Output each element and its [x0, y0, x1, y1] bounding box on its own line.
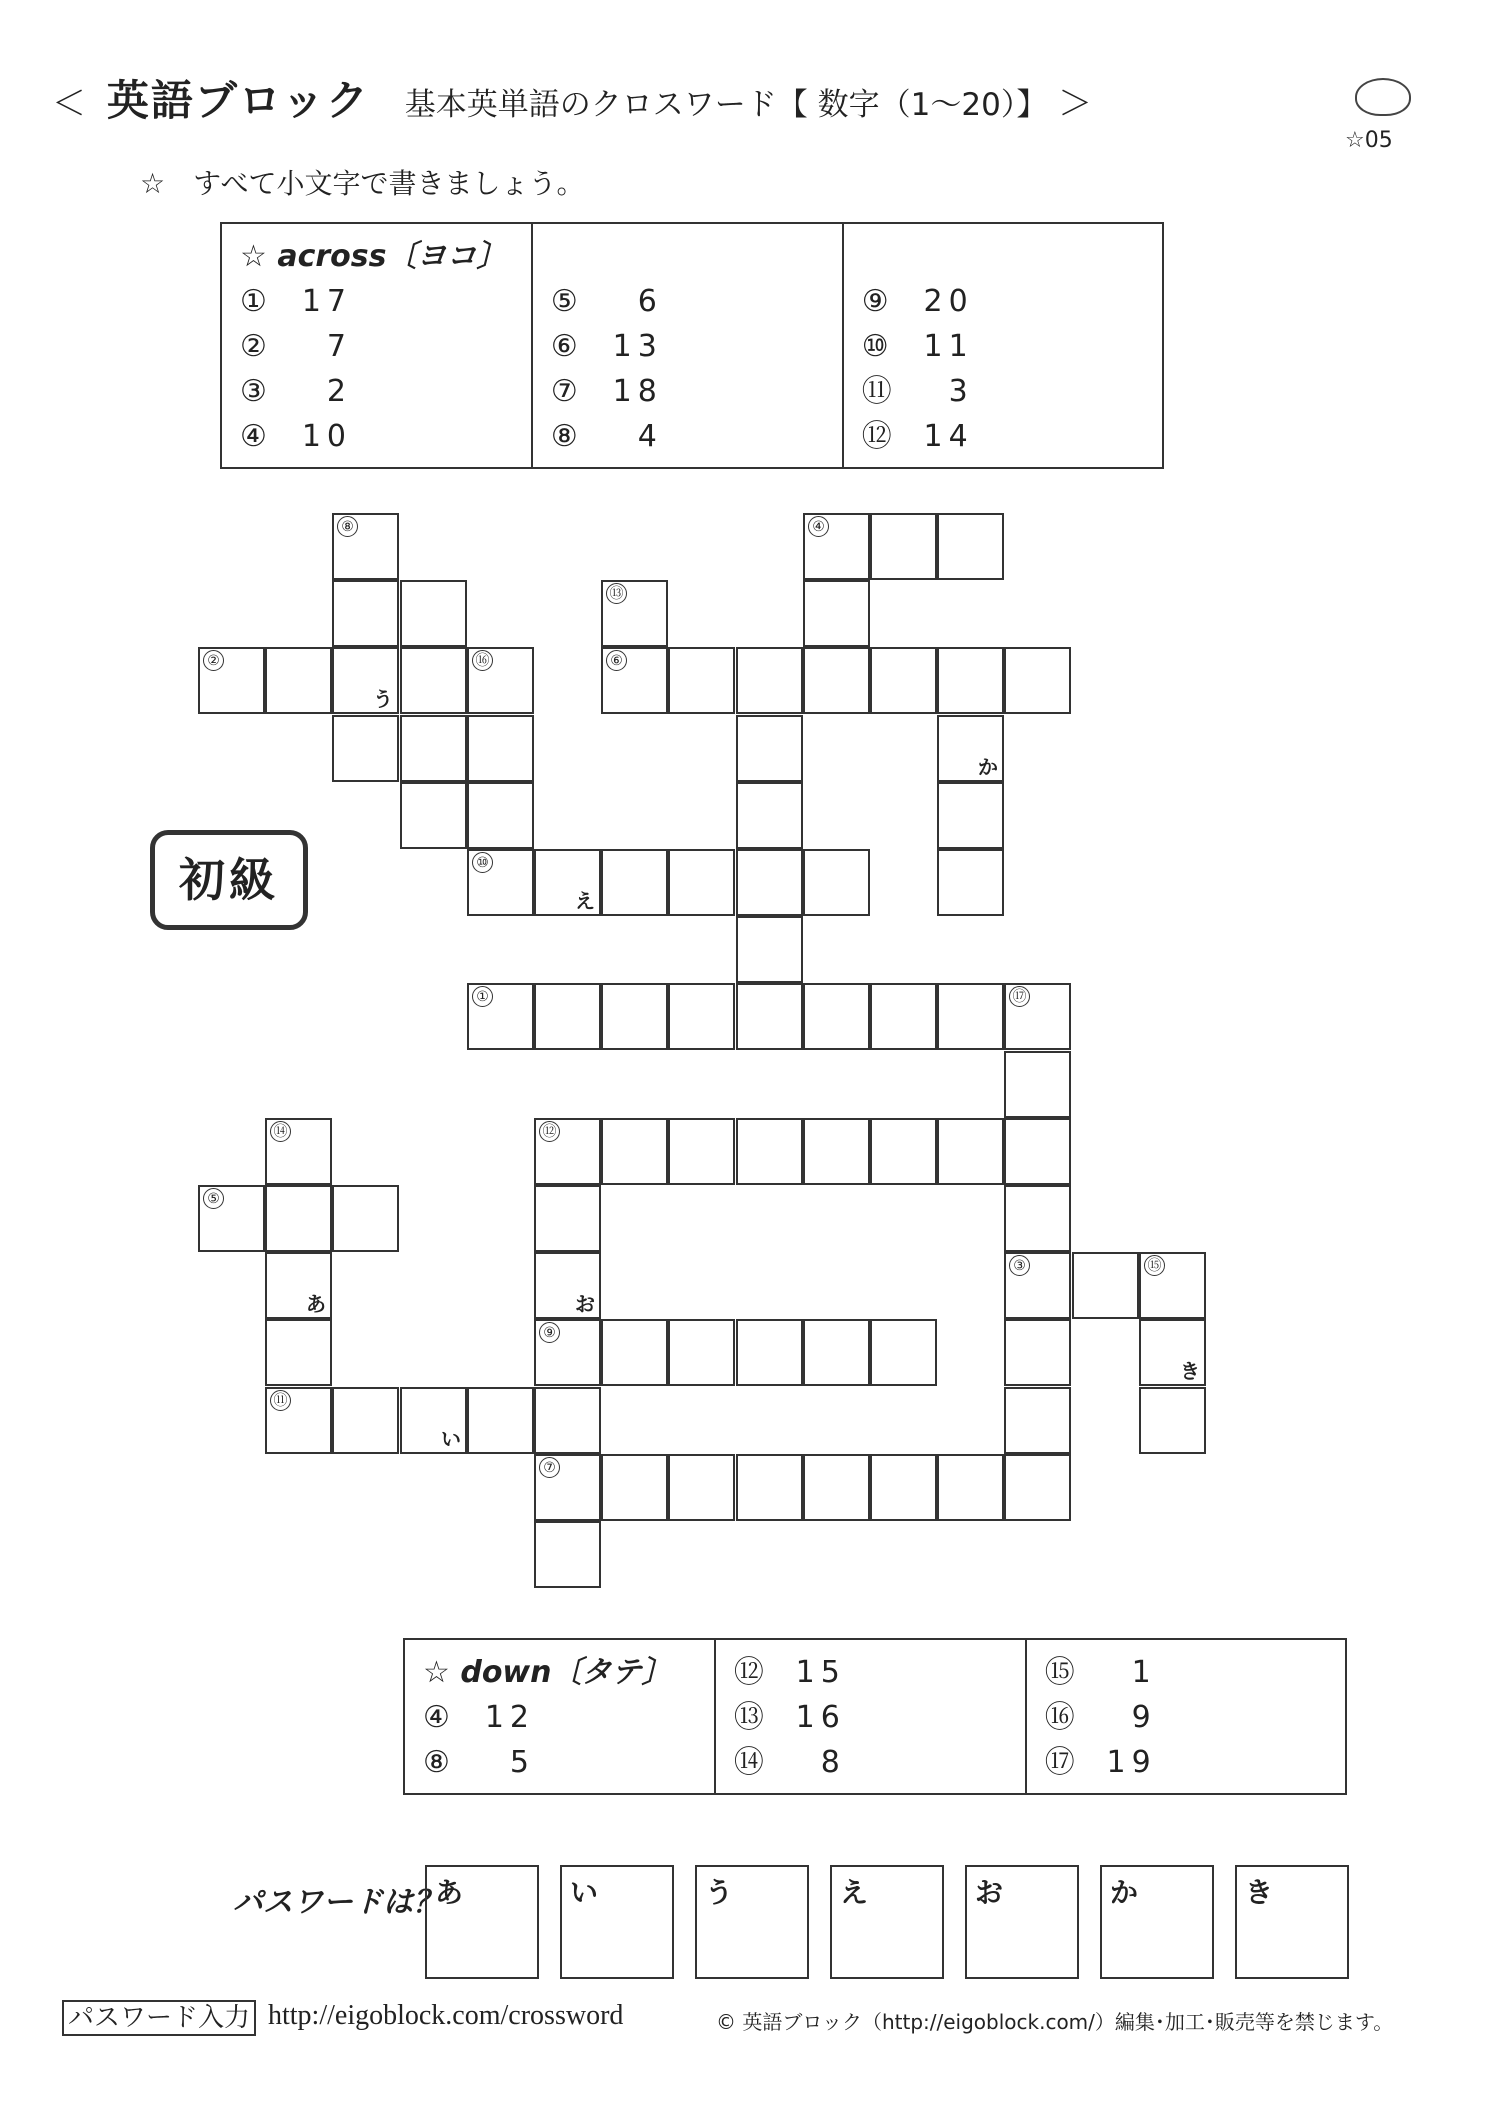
crossword-cell[interactable]: [265, 1252, 332, 1319]
crossword-cell[interactable]: [937, 849, 1004, 916]
header-open-bracket: ＜: [52, 84, 86, 124]
crossword-cell[interactable]: [601, 1118, 668, 1185]
crossword-cell[interactable]: [736, 1118, 803, 1185]
cell-clue-number: ⑯: [472, 650, 493, 671]
crossword-cell[interactable]: [601, 1319, 668, 1386]
crossword-cell[interactable]: [937, 782, 1004, 849]
cell-clue-number: ⑫: [539, 1121, 560, 1142]
crossword-cell[interactable]: [870, 1319, 937, 1386]
crossword-cell[interactable]: [400, 580, 467, 647]
crossword-cell[interactable]: [1004, 1252, 1071, 1319]
crossword-cell[interactable]: [467, 983, 534, 1050]
crossword-cell[interactable]: [601, 580, 668, 647]
crossword-cell[interactable]: [803, 983, 870, 1050]
crossword-cell[interactable]: [265, 647, 332, 714]
cell-clue-number: ⑭: [270, 1121, 291, 1142]
crossword-cell[interactable]: [534, 1454, 601, 1521]
crossword-cell[interactable]: [870, 647, 937, 714]
clue-number: ⑥: [550, 329, 578, 364]
cell-clue-number: ⑦: [539, 1457, 560, 1478]
crossword-cell[interactable]: [1139, 1387, 1206, 1454]
crossword-cell[interactable]: [668, 1319, 735, 1386]
password-slot[interactable]: [425, 1865, 539, 1979]
clue-value: 15: [795, 1655, 846, 1690]
down-clue: [1045, 1695, 1327, 1740]
clue-value: 6: [637, 284, 663, 319]
clue-number: ⑭: [733, 1745, 764, 1780]
crossword-cell[interactable]: [332, 647, 399, 714]
password-slot[interactable]: [965, 1865, 1079, 1979]
crossword-cell[interactable]: [400, 715, 467, 782]
clue-value: 3: [948, 374, 974, 409]
crossword-cell[interactable]: [937, 647, 1004, 714]
across-clue: [862, 324, 1144, 369]
cell-clue-number: ⑮: [1144, 1255, 1165, 1276]
crossword-cell[interactable]: [534, 1252, 601, 1319]
crossword-cell[interactable]: [1004, 983, 1071, 1050]
worksheet-code: ☆05: [1345, 128, 1393, 153]
crossword-cell[interactable]: [601, 647, 668, 714]
clue-value: 16: [795, 1700, 846, 1735]
crossword-cell[interactable]: [400, 782, 467, 849]
password-slot[interactable]: [560, 1865, 674, 1979]
clue-number: ⑨: [861, 284, 889, 319]
crossword-cell[interactable]: [668, 849, 735, 916]
clue-number: ⑫: [861, 419, 892, 454]
crossword-cell[interactable]: [736, 1454, 803, 1521]
crossword-cell[interactable]: [467, 647, 534, 714]
password-input-url[interactable]: http://eigoblock.com/crossword: [268, 2000, 624, 2031]
crossword-cell[interactable]: [534, 983, 601, 1050]
clue-value: 11: [923, 329, 974, 364]
across-clue: [862, 279, 1144, 324]
crossword-cell[interactable]: [534, 1521, 601, 1588]
password-slot-label: う: [705, 1876, 734, 1909]
clue-number: ⑰: [1044, 1745, 1075, 1780]
crossword-cell[interactable]: [668, 1118, 735, 1185]
down-clues-table: [403, 1638, 1347, 1795]
across-clue: [551, 414, 824, 459]
crossword-cell[interactable]: [467, 782, 534, 849]
crossword-cell[interactable]: [736, 1319, 803, 1386]
crossword-cell[interactable]: [265, 1118, 332, 1185]
password-slot-label: き: [1245, 1876, 1274, 1909]
crossword-cell[interactable]: [668, 647, 735, 714]
across-column: [221, 223, 532, 468]
across-clue: [551, 279, 824, 324]
crossword-cell[interactable]: [803, 1118, 870, 1185]
crossword-cell[interactable]: [601, 983, 668, 1050]
instruction-text: ☆ すべて小文字で書きましょう。: [140, 167, 585, 200]
across-clue: [240, 324, 513, 369]
cell-clue-number: ⑨: [539, 1322, 560, 1343]
password-slot[interactable]: [1235, 1865, 1349, 1979]
crossword-cell[interactable]: [736, 916, 803, 983]
cell-clue-number: ⑥: [606, 650, 627, 671]
clue-value: 4: [637, 419, 663, 454]
clue-number: ②: [240, 329, 267, 364]
clue-number: ①: [240, 284, 267, 319]
across-heading: ☆ across〔ヨコ〕: [240, 239, 507, 274]
down-clue: [423, 1695, 696, 1740]
crossword-cell[interactable]: [870, 983, 937, 1050]
crossword-cell[interactable]: [265, 1319, 332, 1386]
clue-number: ⑦: [550, 374, 578, 409]
crossword-cell[interactable]: [1004, 1051, 1071, 1118]
clue-value: 10: [301, 419, 352, 454]
cell-password-marker: い: [441, 1427, 461, 1451]
crossword-cell[interactable]: [332, 715, 399, 782]
page-header: [52, 68, 1092, 128]
crossword-cell[interactable]: [332, 1185, 399, 1252]
crossword-cell[interactable]: [332, 580, 399, 647]
across-clue: [551, 324, 824, 369]
password-slot[interactable]: [830, 1865, 944, 1979]
clue-number: ⑯: [1044, 1700, 1075, 1735]
down-clue: [1045, 1740, 1327, 1785]
brand-logo-text: 英語ブロック: [106, 76, 370, 125]
mascot-icon: [1355, 78, 1411, 116]
cell-clue-number: ⑪: [270, 1390, 291, 1411]
down-column: [715, 1639, 1026, 1794]
crossword-cell[interactable]: [265, 1185, 332, 1252]
clue-value: 18: [612, 374, 663, 409]
password-slot-label: え: [840, 1876, 869, 1909]
across-clue: [240, 279, 513, 324]
clue-number: ⑫: [733, 1655, 764, 1690]
crossword-cell[interactable]: [332, 513, 399, 580]
crossword-cell[interactable]: [937, 1118, 1004, 1185]
clue-number: ④: [423, 1700, 450, 1735]
clue-number: ⑧: [423, 1745, 450, 1780]
crossword-cell[interactable]: [1004, 1185, 1071, 1252]
crossword-cell[interactable]: [803, 1319, 870, 1386]
crossword-cell[interactable]: [870, 513, 937, 580]
crossword-cell[interactable]: [332, 1387, 399, 1454]
crossword-cell[interactable]: [937, 983, 1004, 1050]
clue-value: 1: [1131, 1655, 1157, 1690]
crossword-cell[interactable]: [736, 715, 803, 782]
crossword-cell[interactable]: [265, 1387, 332, 1454]
down-clue: [734, 1695, 1007, 1740]
clue-number: ⑮: [1044, 1655, 1075, 1690]
down-heading: ☆ down〔タテ〕: [423, 1655, 672, 1690]
cell-password-marker: え: [575, 889, 595, 913]
level-badge: 初級: [150, 830, 308, 930]
crossword-cell[interactable]: [1139, 1252, 1206, 1319]
crossword-cell[interactable]: [1004, 1118, 1071, 1185]
password-label: パスワードは？: [233, 1885, 443, 1920]
crossword-cell[interactable]: [198, 1185, 265, 1252]
down-clue: [1045, 1650, 1327, 1695]
clue-value: 12: [484, 1700, 535, 1735]
crossword-cell[interactable]: [467, 1387, 534, 1454]
crossword-cell[interactable]: [937, 715, 1004, 782]
cell-clue-number: ①: [472, 986, 493, 1007]
cell-clue-number: ⑰: [1009, 986, 1030, 1007]
crossword-cell[interactable]: [937, 1454, 1004, 1521]
crossword-cell[interactable]: [870, 1118, 937, 1185]
crossword-cell[interactable]: [803, 1454, 870, 1521]
cell-password-marker: お: [575, 1292, 595, 1316]
crossword-cell[interactable]: [467, 715, 534, 782]
crossword-cell[interactable]: [937, 513, 1004, 580]
crossword-cell[interactable]: [534, 849, 601, 916]
copyright-notice: © 英語ブロック（http://eigoblock.com/）編集･加工･販売等を禁じます。: [716, 2010, 1394, 2034]
across-column: [843, 223, 1163, 468]
down-clue: [734, 1740, 1007, 1785]
cell-clue-number: ⑬: [606, 583, 627, 604]
crossword-cell[interactable]: [803, 849, 870, 916]
crossword-cell[interactable]: [467, 849, 534, 916]
clue-value: 9: [1131, 1700, 1157, 1735]
crossword-cell[interactable]: [400, 647, 467, 714]
clue-value: 19: [1106, 1745, 1157, 1780]
crossword-cell[interactable]: [736, 782, 803, 849]
down-clue: [734, 1650, 1007, 1695]
cell-clue-number: ⑩: [472, 852, 493, 873]
crossword-cell[interactable]: [803, 647, 870, 714]
crossword-cell[interactable]: [870, 1454, 937, 1521]
cell-clue-number: ⑤: [203, 1188, 224, 1209]
clue-number: ④: [240, 419, 267, 454]
down-column: [1026, 1639, 1346, 1794]
cell-password-marker: か: [978, 755, 998, 779]
cell-clue-number: ⑧: [337, 516, 358, 537]
header-close-bracket: ＞: [1058, 84, 1093, 124]
cell-password-marker: き: [1180, 1359, 1200, 1383]
password-slot-label: あ: [435, 1876, 464, 1909]
password-slot[interactable]: [1100, 1865, 1214, 1979]
crossword-cell[interactable]: [803, 580, 870, 647]
crossword-cell[interactable]: [1004, 1387, 1071, 1454]
cell-clue-number: ③: [1009, 1255, 1030, 1276]
crossword-cell[interactable]: [736, 849, 803, 916]
cell-password-marker: う: [373, 687, 393, 711]
crossword-cell[interactable]: [601, 1454, 668, 1521]
clue-value: 2: [326, 374, 352, 409]
crossword-cell[interactable]: [534, 1387, 601, 1454]
password-slot-label: お: [975, 1876, 1004, 1909]
crossword-cell[interactable]: [1139, 1319, 1206, 1386]
clue-value: 5: [509, 1745, 535, 1780]
crossword-cell[interactable]: [803, 513, 870, 580]
password-slot-label: か: [1110, 1876, 1139, 1909]
clue-number: ⑧: [550, 419, 578, 454]
password-slot[interactable]: [695, 1865, 809, 1979]
across-clue: [862, 369, 1144, 414]
clue-value: 8: [820, 1745, 846, 1780]
cell-clue-number: ④: [808, 516, 829, 537]
clue-number: ③: [240, 374, 267, 409]
clue-value: 13: [612, 329, 663, 364]
down-column: [404, 1639, 715, 1794]
crossword-cell[interactable]: [534, 1319, 601, 1386]
clue-value: 20: [923, 284, 974, 319]
clue-number: ⑤: [550, 284, 578, 319]
crossword-cell[interactable]: [400, 1387, 467, 1454]
across-clue: [862, 414, 1144, 459]
crossword-cell[interactable]: [534, 1118, 601, 1185]
across-clues-table: [220, 222, 1164, 469]
clue-value: 17: [301, 284, 352, 319]
page-title: 基本英単語のクロスワード【 数字（1～20）】: [404, 87, 1048, 123]
crossword-cell[interactable]: [1004, 647, 1071, 714]
crossword-cell[interactable]: [1072, 1252, 1139, 1319]
password-slot-label: い: [570, 1876, 599, 1909]
crossword-cell[interactable]: [1004, 1454, 1071, 1521]
crossword-cell[interactable]: [601, 849, 668, 916]
clue-number: ⑪: [861, 374, 892, 409]
crossword-cell[interactable]: [668, 1454, 735, 1521]
clue-value: 14: [923, 419, 974, 454]
crossword-cell[interactable]: [736, 647, 803, 714]
cell-password-marker: あ: [306, 1292, 326, 1316]
crossword-cell[interactable]: [198, 647, 265, 714]
across-clue: [240, 414, 513, 459]
clue-value: 7: [326, 329, 352, 364]
password-input-label: パスワード入力: [62, 2000, 256, 2036]
across-column: [532, 223, 843, 468]
clue-number: ⑩: [861, 329, 889, 364]
crossword-cell[interactable]: [1004, 1319, 1071, 1386]
across-clue: [551, 369, 824, 414]
down-clue: [423, 1740, 696, 1785]
across-clue: [240, 369, 513, 414]
clue-number: ⑬: [733, 1700, 764, 1735]
crossword-cell[interactable]: [668, 983, 735, 1050]
crossword-cell[interactable]: [534, 1185, 601, 1252]
crossword-cell[interactable]: [736, 983, 803, 1050]
cell-clue-number: ②: [203, 650, 224, 671]
